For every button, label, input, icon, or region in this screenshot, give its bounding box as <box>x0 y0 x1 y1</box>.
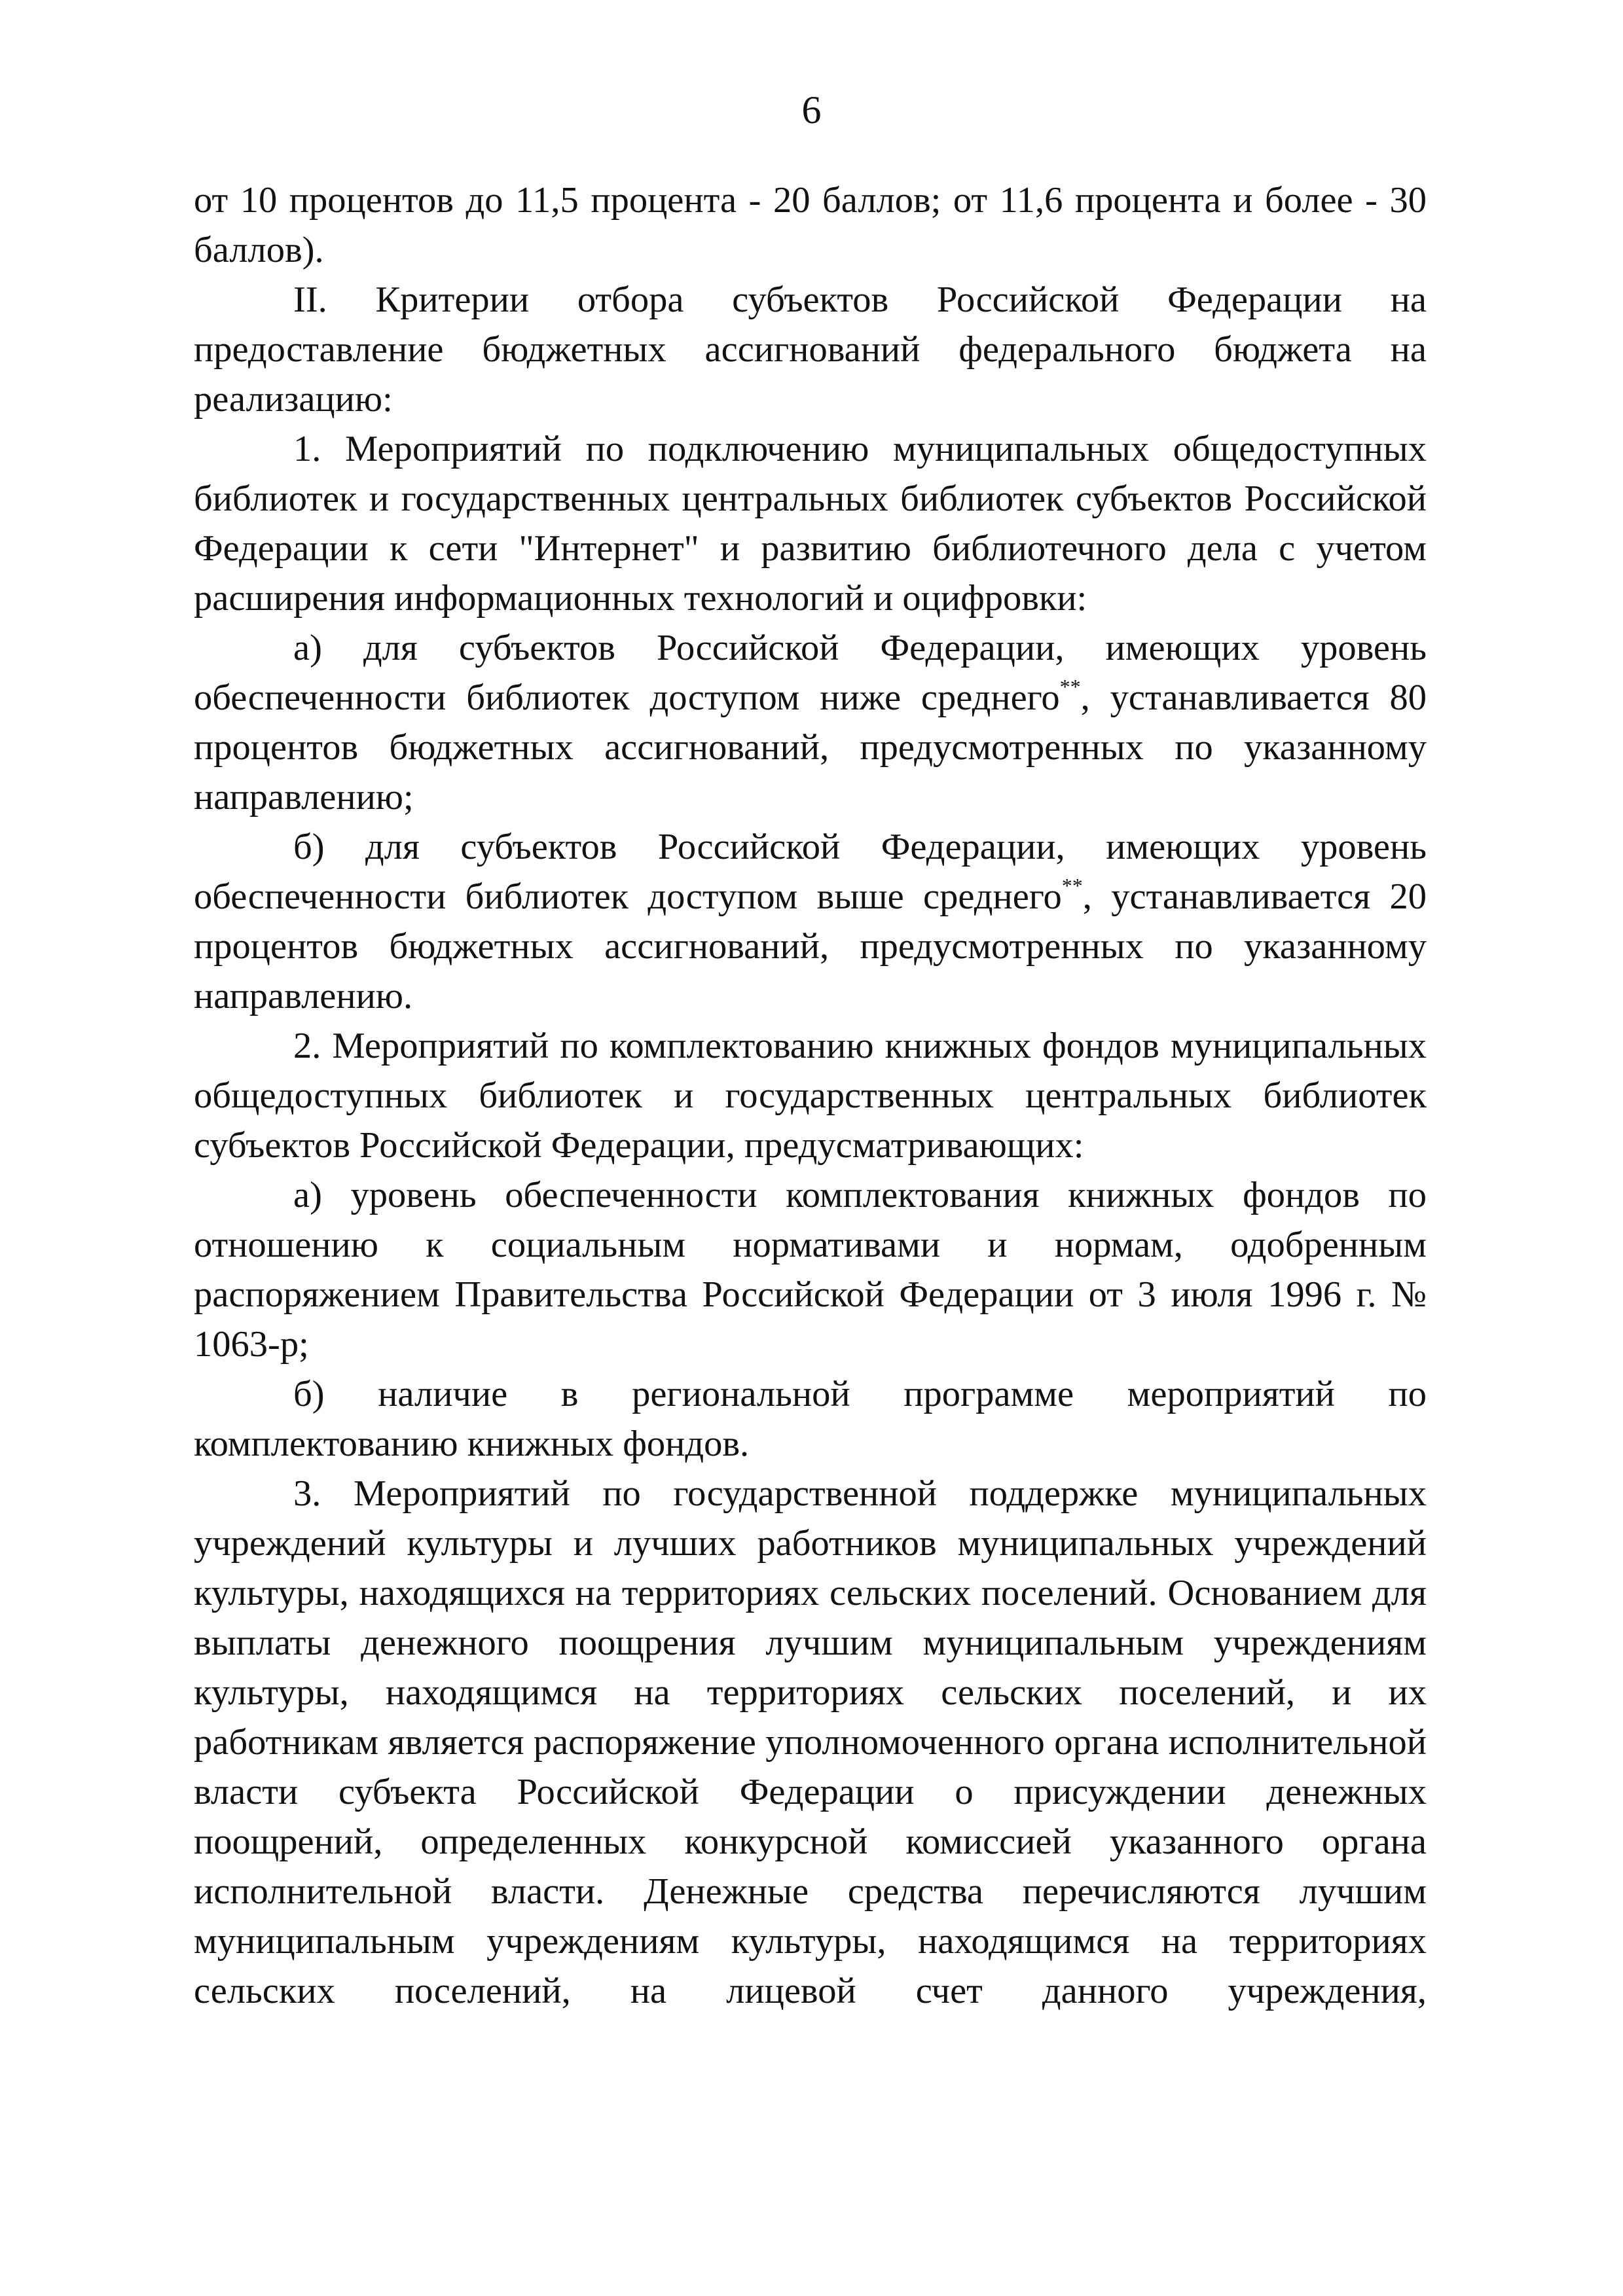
section-2-heading: II. Критерии отбора субъектов Российской Федерации на предоставление бюджетных ассигнований федерального бюджета на реализацию: <box>194 279 1427 420</box>
footnote-mark: ** <box>1061 874 1083 897</box>
criterion-3-paragraph: 3. Мероприятий по государственной поддержке муниципальных учреждений культуры и лучших работников муниципальных учреждений культуры, находящихся на территориях сельских поселений. Основанием для выплаты денежного поощрения лучшим муниципальным учреждениям культуры, находящимся на территориях сельских поселений, и их работникам является распоряжение уполномоченного органа исполнительной власти субъекта Российской Федерации о присуждении денежных поощрений, определенных конкурсной комиссией указанного органа исполнительной власти. Денежные средства перечисляются лучшим муниципальным учреждениям культуры, находящимся на территориях сельских поселений, на лицевой счет данного учреждения, <box>194 1473 1427 2011</box>
criterion-1-paragraph: 1. Мероприятий по подключению муниципальных общедоступных библиотек и государственных центральных библиотек субъектов Российской Федерации к сети "Интернет" и развитию библиотечного дела с учетом расширения информационных технологий и оцифровки: <box>194 429 1427 619</box>
criterion-2b-paragraph: б) наличие в региональной программе мероприятий по комплектованию книжных фондов. <box>194 1374 1427 1464</box>
criterion-1b-text-after: , устанавливается 20 процентов бюджетных ассигнований, предусмотренных по указанному направлению. <box>194 876 1427 1016</box>
document-body <box>194 175 1427 2016</box>
criterion-1a-text-after: , устанавливается 80 процентов бюджетных ассигнований, предусмотренных по указанному направлению; <box>194 677 1427 817</box>
criterion-2a-paragraph: а) уровень обеспеченности комплектования книжных фондов по отношению к социальным нормативами и нормам, одобренным распоряжением Правительства Российской Федерации от 3 июля 1996 г. № 1063-р; <box>194 1175 1427 1365</box>
criterion-1b-text-before: б) для субъектов Российской Федерации, имеющих уровень обеспеченности библиотек доступом выше среднего <box>194 827 1427 917</box>
criterion-1a-paragraph <box>194 623 1427 822</box>
criterion-2-paragraph: 2. Мероприятий по комплектованию книжных фондов муниципальных общедоступных библиотек и государственных центральных библиотек субъектов Российской Федерации, предусматривающих: <box>194 1026 1427 1166</box>
criterion-1b-paragraph <box>194 822 1427 1021</box>
criterion-1a-text-before: а) для субъектов Российской Федерации, имеющих уровень обеспеченности библиотек доступом ниже среднего <box>194 628 1427 718</box>
paragraph-continuation: от 10 процентов до 11,5 процента - 20 баллов; от 11,6 процента и более - 30 баллов). <box>194 180 1427 270</box>
footnote-mark: ** <box>1059 675 1081 698</box>
page-number: 6 <box>801 88 822 132</box>
